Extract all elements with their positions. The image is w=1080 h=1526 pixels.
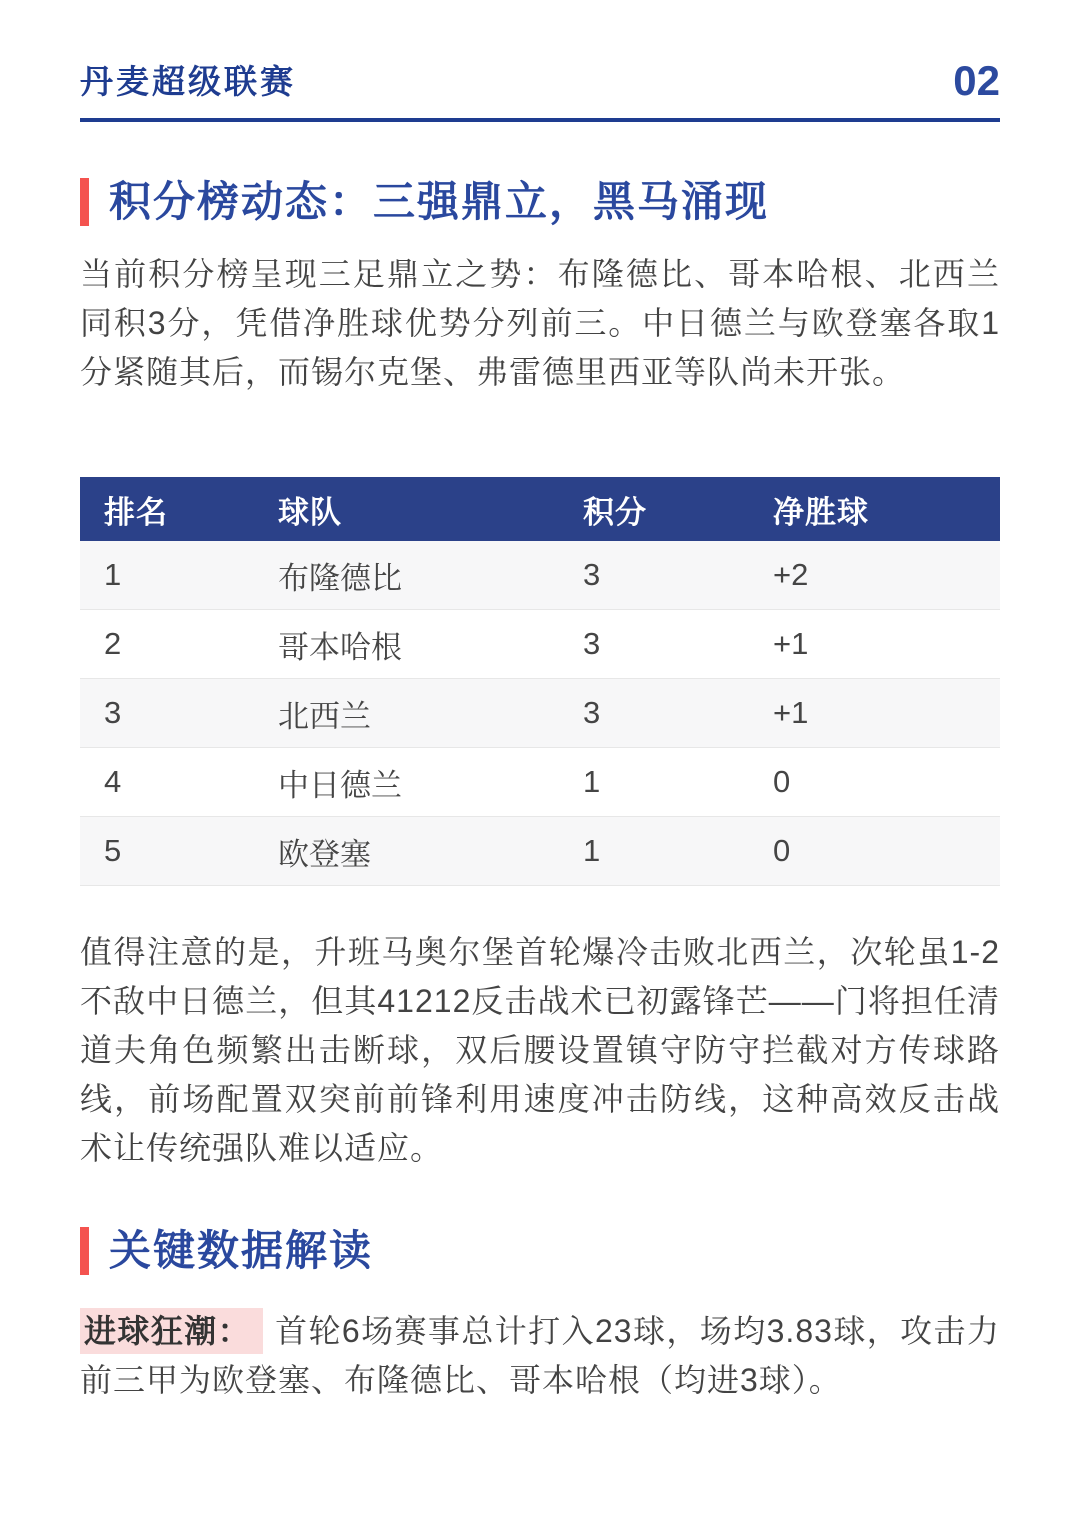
cell-goal-diff: 0 bbox=[749, 817, 1000, 886]
cell-rank: 4 bbox=[80, 748, 254, 817]
page-number: 02 bbox=[953, 57, 1000, 104]
cell-rank: 1 bbox=[80, 541, 254, 610]
cell-rank: 5 bbox=[80, 817, 254, 886]
standings-table-header bbox=[80, 477, 1000, 541]
section-title-text: 积分榜动态：三强鼎立，黑马涌现 bbox=[109, 178, 770, 226]
section-title-text: 关键数据解读 bbox=[109, 1227, 374, 1275]
key-data-text: 首轮6场赛事总计打入23球，场均3.83球，攻击力前三甲为欧登塞、布隆德比、哥本哈根（均进3球）。 bbox=[80, 1313, 1000, 1399]
cell-goal-diff: +1 bbox=[749, 610, 1000, 679]
cell-team: 欧登塞 bbox=[254, 817, 559, 886]
col-header-points: 积分 bbox=[559, 477, 749, 541]
doc-title: 丹麦超级联赛 bbox=[80, 63, 296, 101]
page-header bbox=[80, 57, 1000, 122]
cell-rank: 2 bbox=[80, 610, 254, 679]
section-title-standings bbox=[80, 178, 1000, 226]
red-accent-bar bbox=[80, 1227, 89, 1275]
standings-intro-paragraph: 当前积分榜呈现三足鼎立之势：布隆德比、哥本哈根、北西兰同积3分，凭借净胜球优势分列前三。中日德兰与欧登塞各取1分紧随其后，而锡尔克堡、弗雷德里西亚等队尚未开张。 bbox=[80, 256, 1000, 391]
cell-team: 北西兰 bbox=[254, 679, 559, 748]
cell-rank: 3 bbox=[80, 679, 254, 748]
cell-points: 3 bbox=[559, 679, 749, 748]
table-row bbox=[80, 748, 1000, 817]
cell-goal-diff: +2 bbox=[749, 541, 1000, 610]
standings-table bbox=[80, 477, 1000, 886]
cell-team: 哥本哈根 bbox=[254, 610, 559, 679]
col-header-goal-diff: 净胜球 bbox=[749, 477, 1000, 541]
cell-points: 3 bbox=[559, 541, 749, 610]
col-header-rank: 排名 bbox=[80, 477, 254, 541]
section-title-key-data bbox=[80, 1227, 1000, 1275]
cell-points: 1 bbox=[559, 817, 749, 886]
table-row bbox=[80, 610, 1000, 679]
cell-team: 中日德兰 bbox=[254, 748, 559, 817]
cell-team: 布隆德比 bbox=[254, 541, 559, 610]
goal-frenzy-highlight-label: 进球狂潮： bbox=[80, 1308, 263, 1354]
col-header-team: 球队 bbox=[254, 477, 559, 541]
table-row bbox=[80, 679, 1000, 748]
table-row bbox=[80, 817, 1000, 886]
key-data-paragraph bbox=[80, 1307, 1000, 1405]
analysis-paragraph: 值得注意的是，升班马奥尔堡首轮爆冷击败北西兰，次轮虽1-2不敌中日德兰，但其41212反击战术已初露锋芒——门将担任清道夫角色频繁出击断球，双后腰设置镇守防守拦截对方传球路线，前场配置双突前前锋利用速度冲击防线，这种高效反击战术让传统强队难以适应。 bbox=[80, 934, 1000, 1167]
cell-goal-diff: +1 bbox=[749, 679, 1000, 748]
cell-points: 3 bbox=[559, 610, 749, 679]
cell-goal-diff: 0 bbox=[749, 748, 1000, 817]
cell-points: 1 bbox=[559, 748, 749, 817]
red-accent-bar bbox=[80, 178, 89, 226]
table-row bbox=[80, 541, 1000, 610]
